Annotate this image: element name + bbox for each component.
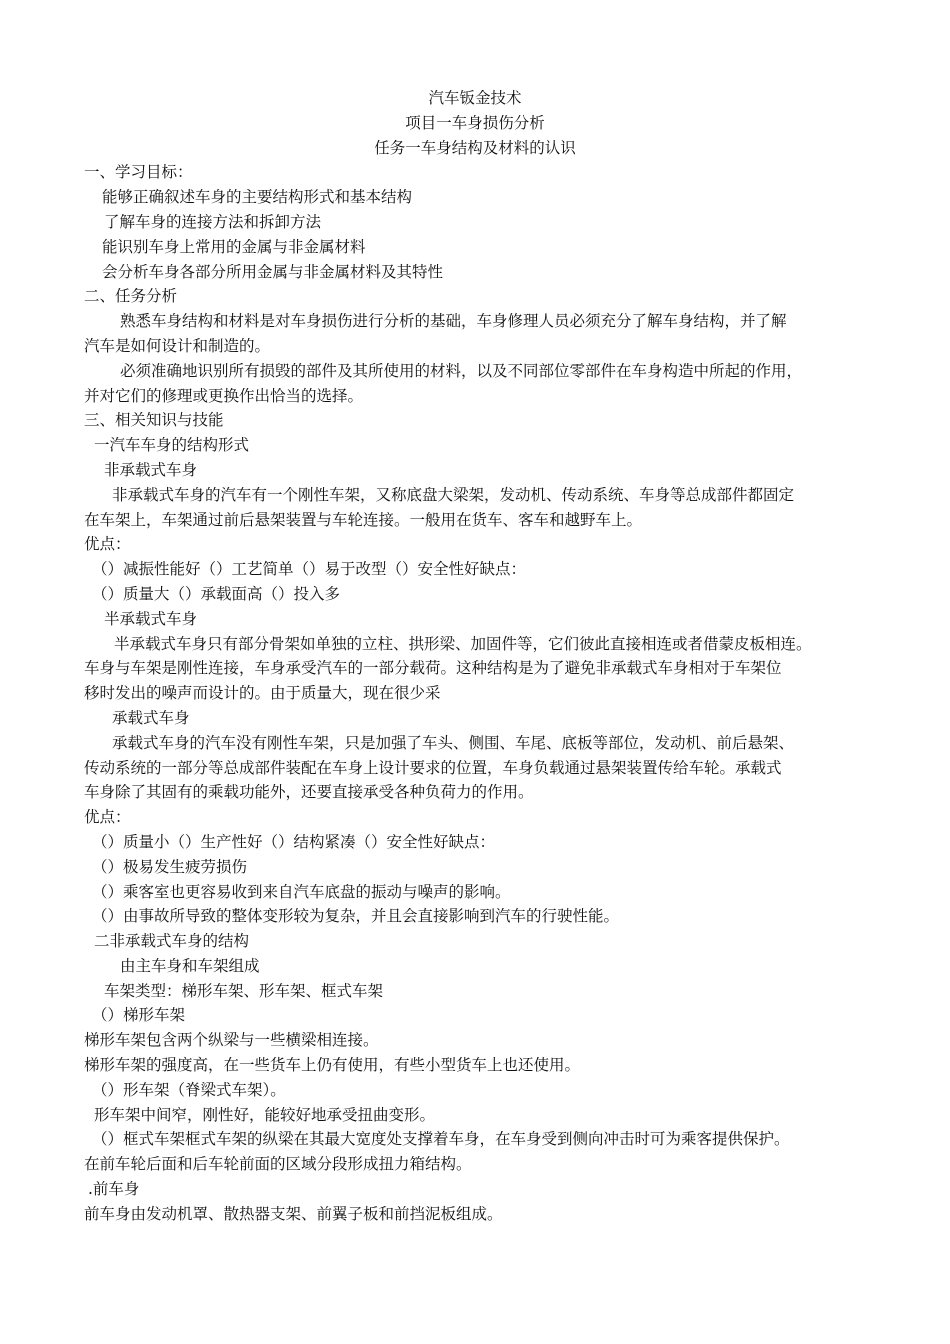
doc-line: （）减振性能好（）工艺简单（）易于改型（）安全性好缺点： — [92, 560, 527, 579]
doc-line: 半承载式车身 — [104, 609, 198, 628]
doc-body — [0, 160, 950, 1226]
doc-line: 必须准确地识别所有损毁的部件及其所使用的材料，以及不同部位零部件在车身构造中所起的作用， — [120, 361, 803, 380]
document-page — [0, 86, 950, 1227]
doc-line: （）形车架（脊梁式车架）。 — [92, 1080, 286, 1099]
doc-line: 并对它们的修理或更换作出恰当的选择。 — [84, 386, 364, 405]
doc-line: 熟悉车身结构和材料是对车身损伤进行分析的基础，车身修理人员必须充分了解车身结构，并了解 — [120, 312, 787, 331]
doc-line: 半承载式车身只有部分骨架如单独的立柱、拱形梁、加固件等，它们彼此直接相连或者借蒙皮板相连。 — [114, 634, 812, 653]
doc-line: 车身除了其固有的乘载功能外，还要直接承受各种负荷力的作用。 — [84, 783, 534, 802]
doc-subtitle-task: 任务一车身结构及材料的认识 — [374, 138, 576, 157]
doc-line: 二、任务分析 — [84, 287, 178, 306]
doc-line: 三、相关知识与技能 — [84, 411, 224, 430]
doc-line: 车架类型：梯形车架、形车架、框式车架 — [104, 981, 384, 1000]
doc-line: 非承载式车身 — [104, 460, 198, 479]
doc-line: 形车架中间窄，刚性好，能较好地承受扭曲变形。 — [94, 1105, 436, 1124]
doc-line: .前车身 — [88, 1180, 140, 1199]
doc-line: （）由事故所导致的整体变形较为复杂，并且会直接影响到汽车的行驶性能。 — [92, 907, 620, 926]
doc-line: 会分析车身各部分所用金属与非金属材料及其特性 — [102, 262, 444, 281]
doc-line: 能识别车身上常用的金属与非金属材料 — [102, 237, 366, 256]
doc-line: （）极易发生疲劳损伤 — [92, 857, 248, 876]
doc-subtitle-project: 项目一车身损伤分析 — [405, 113, 545, 132]
doc-line: 在车架上，车架通过前后悬架装置与车轮连接。一般用在货车、客车和越野车上。 — [84, 510, 643, 529]
doc-line: 车身与车架是刚性连接，车身承受汽车的一部分载荷。这种结构是为了避免非承载式车身相对于车架位 — [84, 659, 782, 678]
doc-line: 承载式车身 — [112, 708, 190, 727]
doc-line: 能够正确叙述车身的主要结构形式和基本结构 — [102, 188, 413, 207]
doc-line: 非承载式车身的汽车有一个刚性车架，又称底盘大梁架，发动机、传动系统、车身等总成部件都固定 — [112, 485, 795, 504]
doc-line: 在前车轮后面和后车轮前面的区域分段形成扭力箱结构。 — [84, 1155, 472, 1174]
doc-line: （）质量小（）生产性好（）结构紧凑（）安全性好缺点： — [92, 832, 496, 851]
doc-line: 了解车身的连接方法和拆卸方法 — [104, 212, 322, 231]
doc-line: 优点： — [84, 808, 131, 827]
doc-line: 前车身由发动机罩、散热器支架、前翼子板和前挡泥板组成。 — [84, 1204, 503, 1223]
doc-line: 一汽车车身的结构形式 — [94, 436, 250, 455]
doc-line: 承载式车身的汽车没有刚性车架，只是加强了车头、侧围、车尾、底板等部位，发动机、前后悬架、 — [112, 733, 795, 752]
doc-line: 汽车是如何设计和制造的。 — [84, 336, 271, 355]
doc-line: 传动系统的一部分等总成部件装配在车身上设计要求的位置，车身负载通过悬架装置传给车轮。承载式 — [84, 758, 782, 777]
doc-line: （）质量大（）承载面高（）投入多 — [92, 584, 341, 603]
doc-title: 汽车钣金技术 — [428, 89, 522, 107]
doc-line: 一、学习目标： — [84, 163, 193, 182]
doc-line: 移时发出的噪声而设计的。由于质量大，现在很少采 — [84, 684, 441, 703]
doc-line: （）梯形车架 — [92, 1006, 186, 1025]
doc-line: （）框式车架框式车架的纵梁在其最大宽度处支撑着车身，在车身受到侧向冲击时可为乘客提供保护。 — [92, 1130, 790, 1149]
doc-line: 优点： — [84, 535, 131, 554]
doc-line: 梯形车架的强度高，在一些货车上仍有使用，有些小型货车上也还使用。 — [84, 1056, 581, 1075]
doc-line: （）乘客室也更容易收到来自汽车底盘的振动与噪声的影响。 — [92, 882, 511, 901]
doc-line: 梯形车架包含两个纵梁与一些横梁相连接。 — [84, 1031, 379, 1050]
doc-line: 由主车身和车架组成 — [120, 956, 260, 975]
doc-line: 二非承载式车身的结构 — [94, 932, 250, 951]
